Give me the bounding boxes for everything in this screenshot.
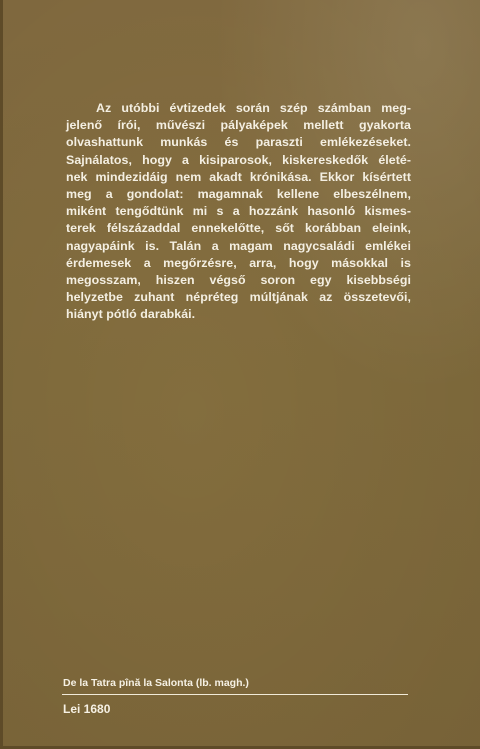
blurb-line: nagyapáink is. Talán a magam nagycsaládi emlékei [66,238,411,253]
blurb-line: Sajnálatos, hogy a kisiparosok, kiskereskedők életé- [66,152,411,167]
blurb-line: érdemesek a megőrzésre, arra, hogy másokkal is [66,255,411,270]
blurb-line: terek félszázaddal ennekelőtte, sőt korábban eleink, [66,221,411,236]
cover-left-edge [0,0,3,749]
blurb-line: nek mindezidáig nem akadt krónikása. Ekkor kísértett [66,169,411,184]
blurb-paragraph [66,100,411,324]
footer-divider [62,694,408,695]
blurb-line: megosszam, hiszen végső soron egy kisebbségi [66,273,411,288]
blurb-line: miként tengődtünk mi s a hozzánk hasonló kismes- [66,204,411,219]
blurb-line: helyzetbe zuhant népréteg múltjának az összetevői, [66,290,411,305]
blurb-line: hiányt pótló darabkái. [66,307,196,322]
blurb-line: jelenő írói, művészi pályaképek mellett gyakorta [66,118,411,133]
price-label: Lei 1680 [63,702,111,716]
blurb-line: meg a gondolat: magamnak kellene elbeszélnem, [66,187,411,202]
book-title-footer: De la Tatra pînă la Salonta (lb. magh.) [63,677,249,689]
blurb-line: Az utóbbi évtizedek során szép számban meg- [96,101,411,115]
blurb-line: olvashattunk munkás és paraszti emlékezéseket. [66,135,411,150]
